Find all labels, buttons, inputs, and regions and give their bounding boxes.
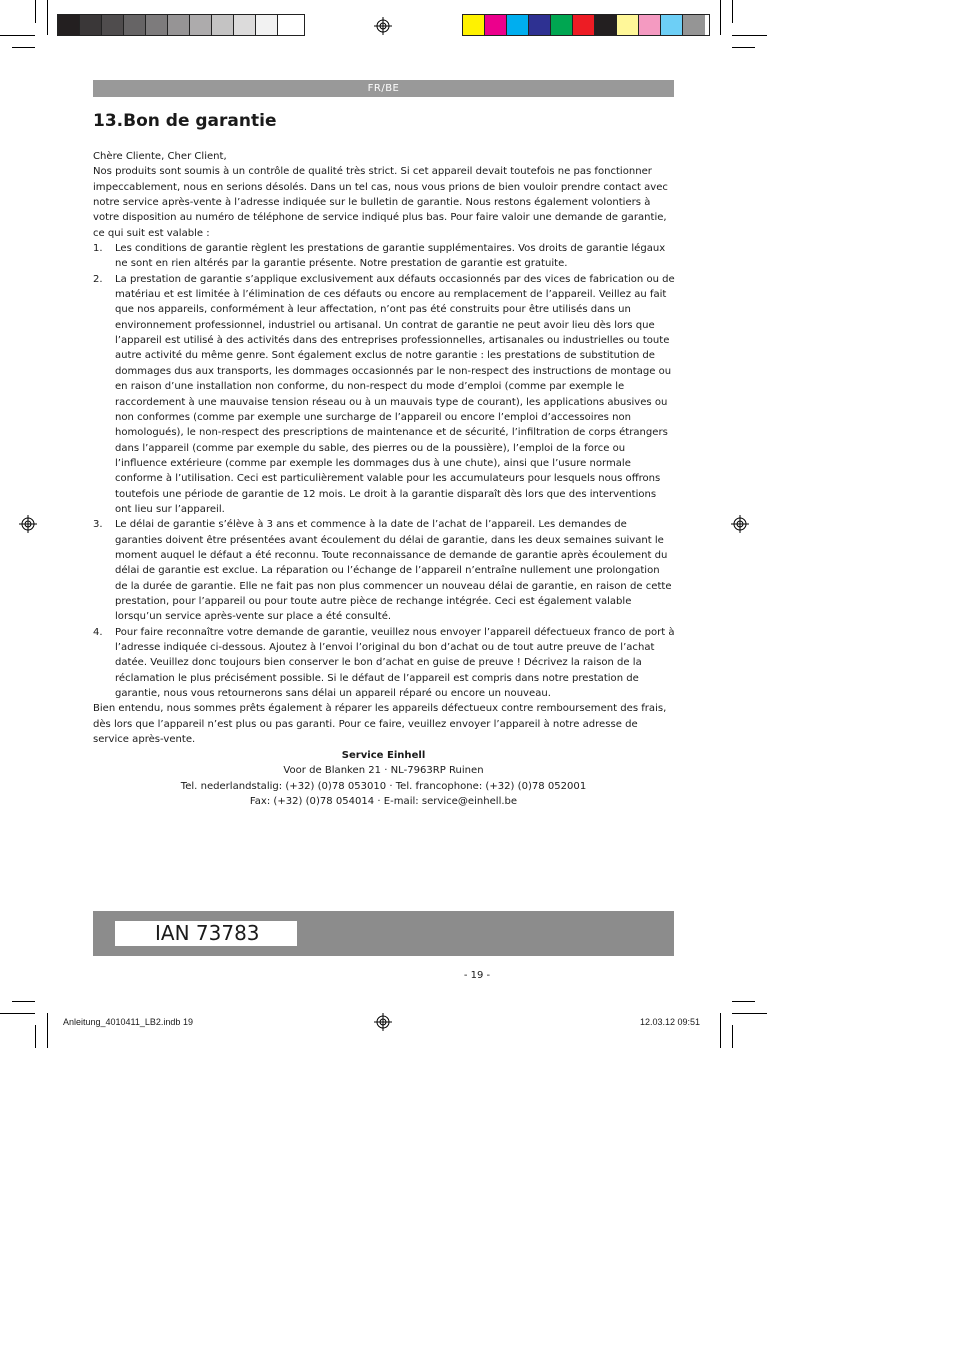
color-swatch: [683, 15, 705, 35]
item-text: Le délai de garantie s’élève à 3 ans et commence à la date de l’achat de l’appareil. Les demandes de garanties doivent être présentées avant écoulement du délai de garantie, dans les deux semaines suivant le moment auquel le défaut a été reconnu. Toute reconnaissance de demande de garantie après écoulement du délai de garantie est exclue. La réparation ou l’échange de l’appareil n’entraîne nullement une prolongation de la durée de garantie. Elle ne fait pas non plus commencer un nouveau délai de garantie, en raison de cette prestation, pour l’appareil ou pour toute autre pièce de rechange intégrée. Ceci est également valable lorsqu’un service après-vente sur place a été consulté.: [115, 519, 672, 623]
color-swatch: [278, 15, 300, 35]
crop-mark: [47, 0, 48, 35]
gray-calibration-bar: [57, 14, 305, 36]
service-address: Voor de Blanken 21 · NL-7963RP Ruinen: [283, 765, 484, 777]
color-swatch: [80, 15, 102, 35]
color-swatch: [212, 15, 234, 35]
footer-file: Anleitung_4010411_LB2.indb 19: [63, 1017, 193, 1027]
intro-paragraph: Nos produits sont soumis à un contrôle de qualité très strict. Si cet appareil devait toutefois ne pas fonctionner impeccablement, nous en serions désolés. Dans un tel cas, nous vous prions de bien vouloir prendre contact avec notre service après-vente à l’adresse indiquée sur le bulletin de garantie. Nous restons également volontiers à votre disposition au numéro de téléphone de service indiqué plus bas. Pour faire valoir une demande de garantie, ce qui suit est valable :: [93, 166, 668, 239]
crop-mark: [732, 0, 733, 23]
crop-mark: [732, 47, 755, 48]
crop-mark: [732, 1013, 767, 1014]
warranty-text: [93, 149, 675, 747]
crop-mark: [0, 35, 35, 36]
ian-number: IAN 73783: [115, 921, 297, 946]
color-swatch: [485, 15, 507, 35]
footer-date: 12.03.12 09:51: [640, 1017, 701, 1027]
registration-mark-icon: [374, 1013, 392, 1031]
language-header: [93, 80, 674, 97]
color-swatch: [595, 15, 617, 35]
registration-mark-icon: [19, 515, 37, 533]
crop-mark: [0, 1013, 35, 1014]
service-name: Service Einhell: [341, 750, 426, 761]
service-contact: [93, 748, 674, 810]
crop-mark: [720, 1013, 721, 1048]
item-number: 4.: [93, 626, 103, 638]
item-text: Les conditions de garantie règlent les prestations de garantie supplémentaires. Vos droits de garantie légaux ne sont en rien altérés par la garantie présente. Notre prestation de garantie est gratuite.: [115, 243, 666, 270]
registration-mark-icon: [374, 17, 392, 35]
color-swatch: [551, 15, 573, 35]
item-text: La prestation de garantie s’applique exclusivement aux défauts occasionnés par des vices de fabrication ou de matériau et est limitée à l’élimination de ces défauts ou encore au remplacement de l’appareil. Veillez au fait que nos appareils, conformément à leur affectation, n’ont pas été construits pour être utilisés dans un environnement professionnel, industriel ou artisanal. Un contrat de garantie ne peut avoir lieu dès lors que l’appareil est utilisé à des activités dans des entreprises professionnelles, artisanales ou industrielles ou toute autre activité du même genre. Sont également exclus de notre garantie : les prestations de substitution de dommages dus aux transports, les dommages occasionnés par le non-respect des instructions de montage ou en raison d’une installation non conforme, du non-respect du mode d’emploi (comme par exemple le raccordement à une mauvaise tension réseau ou à un mauvais type de courant), les applications abusives ou non conformes (comme par exemple une surcharge de l’appareil ou encore l’emploi d’accessoires non homologués), le non-respect des prescriptions de maintenance et de sécurité, l’infiltration de corps étrangers dans l’appareil (comme par exemple du sable, des pierres ou de la poussière), l’emploi de la force ou l’influence extérieure (comme par exemple les dommages dus à une chute), ainsi que l’usure normale conforme à l’utilisation. Ceci est particulièrement valable pour les accumulateurs pour lesquels nous offrons toutefois une période de garantie de 12 mois. Le droit à la garantie disparaît dès lors que des interventions ont lieu sur l’appareil.: [115, 273, 675, 515]
color-swatch: [573, 15, 595, 35]
color-swatch: [190, 15, 212, 35]
color-swatch: [639, 15, 661, 35]
crop-mark: [35, 0, 36, 23]
page-number: - 19 -: [463, 970, 491, 981]
service-fax-email: Fax: (+32) (0)78 054014 · E-mail: service@einhell.be: [249, 796, 518, 808]
color-swatch: [463, 15, 485, 35]
crop-mark: [732, 35, 767, 36]
color-swatch: [661, 15, 683, 35]
color-swatch: [617, 15, 639, 35]
color-swatch: [256, 15, 278, 35]
color-calibration-bar: [462, 14, 710, 36]
crop-mark: [720, 0, 721, 35]
list-item: [93, 241, 675, 272]
list-item: [93, 517, 675, 624]
item-number: 3.: [93, 519, 103, 531]
color-swatch: [507, 15, 529, 35]
item-number: 1.: [93, 243, 103, 255]
color-swatch: [529, 15, 551, 35]
color-swatch: [58, 15, 80, 35]
conditions-list: [93, 241, 675, 701]
crop-mark: [732, 1025, 733, 1048]
color-swatch: [124, 15, 146, 35]
registration-mark-icon: [731, 515, 749, 533]
color-swatch: [102, 15, 124, 35]
item-number: 2.: [93, 273, 103, 285]
color-swatch: [168, 15, 190, 35]
list-item: [93, 625, 675, 702]
crop-mark: [12, 47, 35, 48]
ian-band: [93, 911, 674, 956]
crop-mark: [35, 1025, 36, 1048]
list-item: [93, 272, 675, 518]
page-title: 13.Bon de garantie: [93, 111, 277, 131]
color-swatch: [234, 15, 256, 35]
service-phone: Tel. nederlandstalig: (+32) (0)78 053010 · Tel. francophone: (+32) (0)78 052001: [180, 780, 587, 792]
closing-paragraph: Bien entendu, nous sommes prêts également à réparer les appareils défectueux contre remboursement des frais, dès lors que l’appareil n’est plus ou pas garanti. Pour ce faire, veuillez envoyer l’appareil à notre adresse de service après-vente.: [93, 703, 667, 746]
crop-mark: [12, 1001, 35, 1002]
item-text: Pour faire reconnaître votre demande de garantie, veuillez nous envoyer l’appareil défectueux franco de port à l’adresse indiquée ci-dessous. Ajoutez à l’envoi l’original du bon d’achat ou de tout autre preuve de l’achat datée. Veuillez donc toujours bien conserver le bon d’achat en guise de preuve ! Décrivez la raison de la réclamation le plus précisément possible. Si le défaut de l’appareil est compris dans notre prestation de garantie, nous vous retournerons sans délai un appareil réparé ou encore un nouveau.: [115, 626, 675, 700]
language-label: FR/BE: [367, 83, 400, 94]
crop-mark: [732, 1001, 755, 1002]
color-swatch: [146, 15, 168, 35]
greeting: Chère Cliente, Cher Client,: [93, 151, 227, 162]
crop-mark: [47, 1013, 48, 1048]
